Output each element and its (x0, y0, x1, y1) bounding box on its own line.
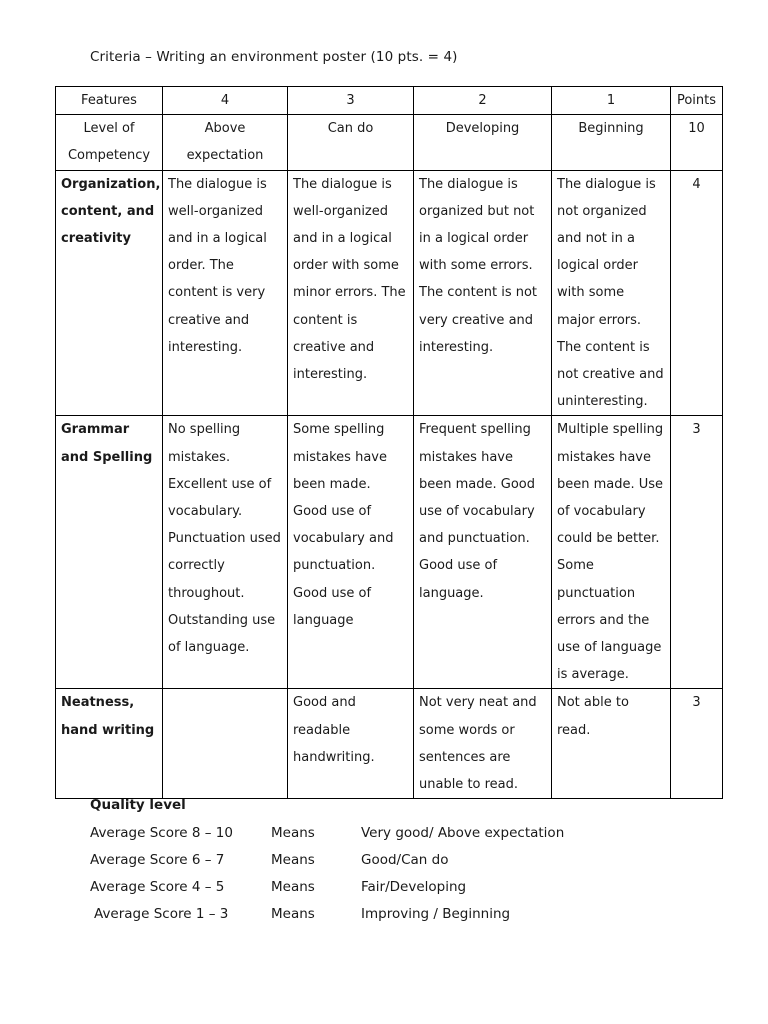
criteria-cell-1: Not able to read. (552, 689, 671, 799)
criteria-cell-3: Some spelling mistakes have been made. Good use of vocabulary and punctuation. Good use of language (288, 416, 414, 689)
rubric-table (55, 86, 723, 799)
points-cell: 4 (671, 170, 723, 416)
header-score-2: 2 (414, 87, 552, 115)
level-beginning: Beginning (552, 115, 671, 170)
criteria-cell-3: Good and readable handwriting. (288, 689, 414, 799)
score-description: Very good/ Above expectation (361, 825, 565, 841)
table-row (56, 170, 723, 416)
score-description: Improving / Beginning (361, 906, 511, 922)
level-can-do: Can do (288, 115, 414, 170)
feature-neatness: Neatness, hand writing (56, 689, 163, 799)
criteria-cell-2: Frequent spelling mistakes have been made. Good use of vocabulary and punctuation. Good use of language. (414, 416, 552, 689)
criteria-cell-4 (163, 689, 288, 799)
means-label: Means (271, 879, 315, 895)
criteria-cell-2: The dialogue is organized but not in a logical order with some errors. The content is not very creative and interesting. (414, 170, 552, 416)
header-points: Points (671, 87, 723, 115)
header-score-4: 4 (163, 87, 288, 115)
criteria-cell-1: The dialogue is not organized and not in a logical order with some major errors. The content is not creative and uninteresting. (552, 170, 671, 416)
feature-grammar: Grammar and Spelling (56, 416, 163, 689)
header-score-3: 3 (288, 87, 414, 115)
points-cell: 3 (671, 689, 723, 799)
score-range: Average Score 1 – 3 (94, 906, 229, 922)
table-row (56, 416, 723, 689)
means-label: Means (271, 825, 315, 841)
level-above-expectation: Above expectation (163, 115, 288, 170)
criteria-cell-2: Not very neat and some words or sentences are unable to read. (414, 689, 552, 799)
header-row (56, 87, 723, 115)
quality-level-heading: Quality level (90, 797, 186, 813)
score-range: Average Score 6 – 7 (90, 852, 225, 868)
level-total-points: 10 (671, 115, 723, 170)
feature-organization: Organization, content, and creativity (56, 170, 163, 416)
score-description: Good/Can do (361, 852, 449, 868)
criteria-cell-3: The dialogue is well-organized and in a logical order with some minor errors. The content is creative and interesting. (288, 170, 414, 416)
means-label: Means (271, 906, 315, 922)
score-range: Average Score 4 – 5 (90, 879, 225, 895)
document-title: Criteria – Writing an environment poster (10 pts. = 4) (90, 49, 458, 65)
means-label: Means (271, 852, 315, 868)
points-cell: 3 (671, 416, 723, 689)
score-description: Fair/Developing (361, 879, 467, 895)
level-developing: Developing (414, 115, 552, 170)
score-range: Average Score 8 – 10 (90, 825, 233, 841)
level-label: Level of Competency (56, 115, 163, 170)
header-score-1: 1 (552, 87, 671, 115)
level-row (56, 115, 723, 170)
header-features: Features (56, 87, 163, 115)
criteria-cell-4: No spelling mistakes. Excellent use of vocabulary. Punctuation used correctly throughout. Outstanding use of language. (163, 416, 288, 689)
criteria-cell-1: Multiple spelling mistakes have been made. Use of vocabulary could be better. Some punctuation errors and the use of language is average. (552, 416, 671, 689)
criteria-cell-4: The dialogue is well-organized and in a logical order. The content is very creative and interesting. (163, 170, 288, 416)
table-row (56, 689, 723, 799)
